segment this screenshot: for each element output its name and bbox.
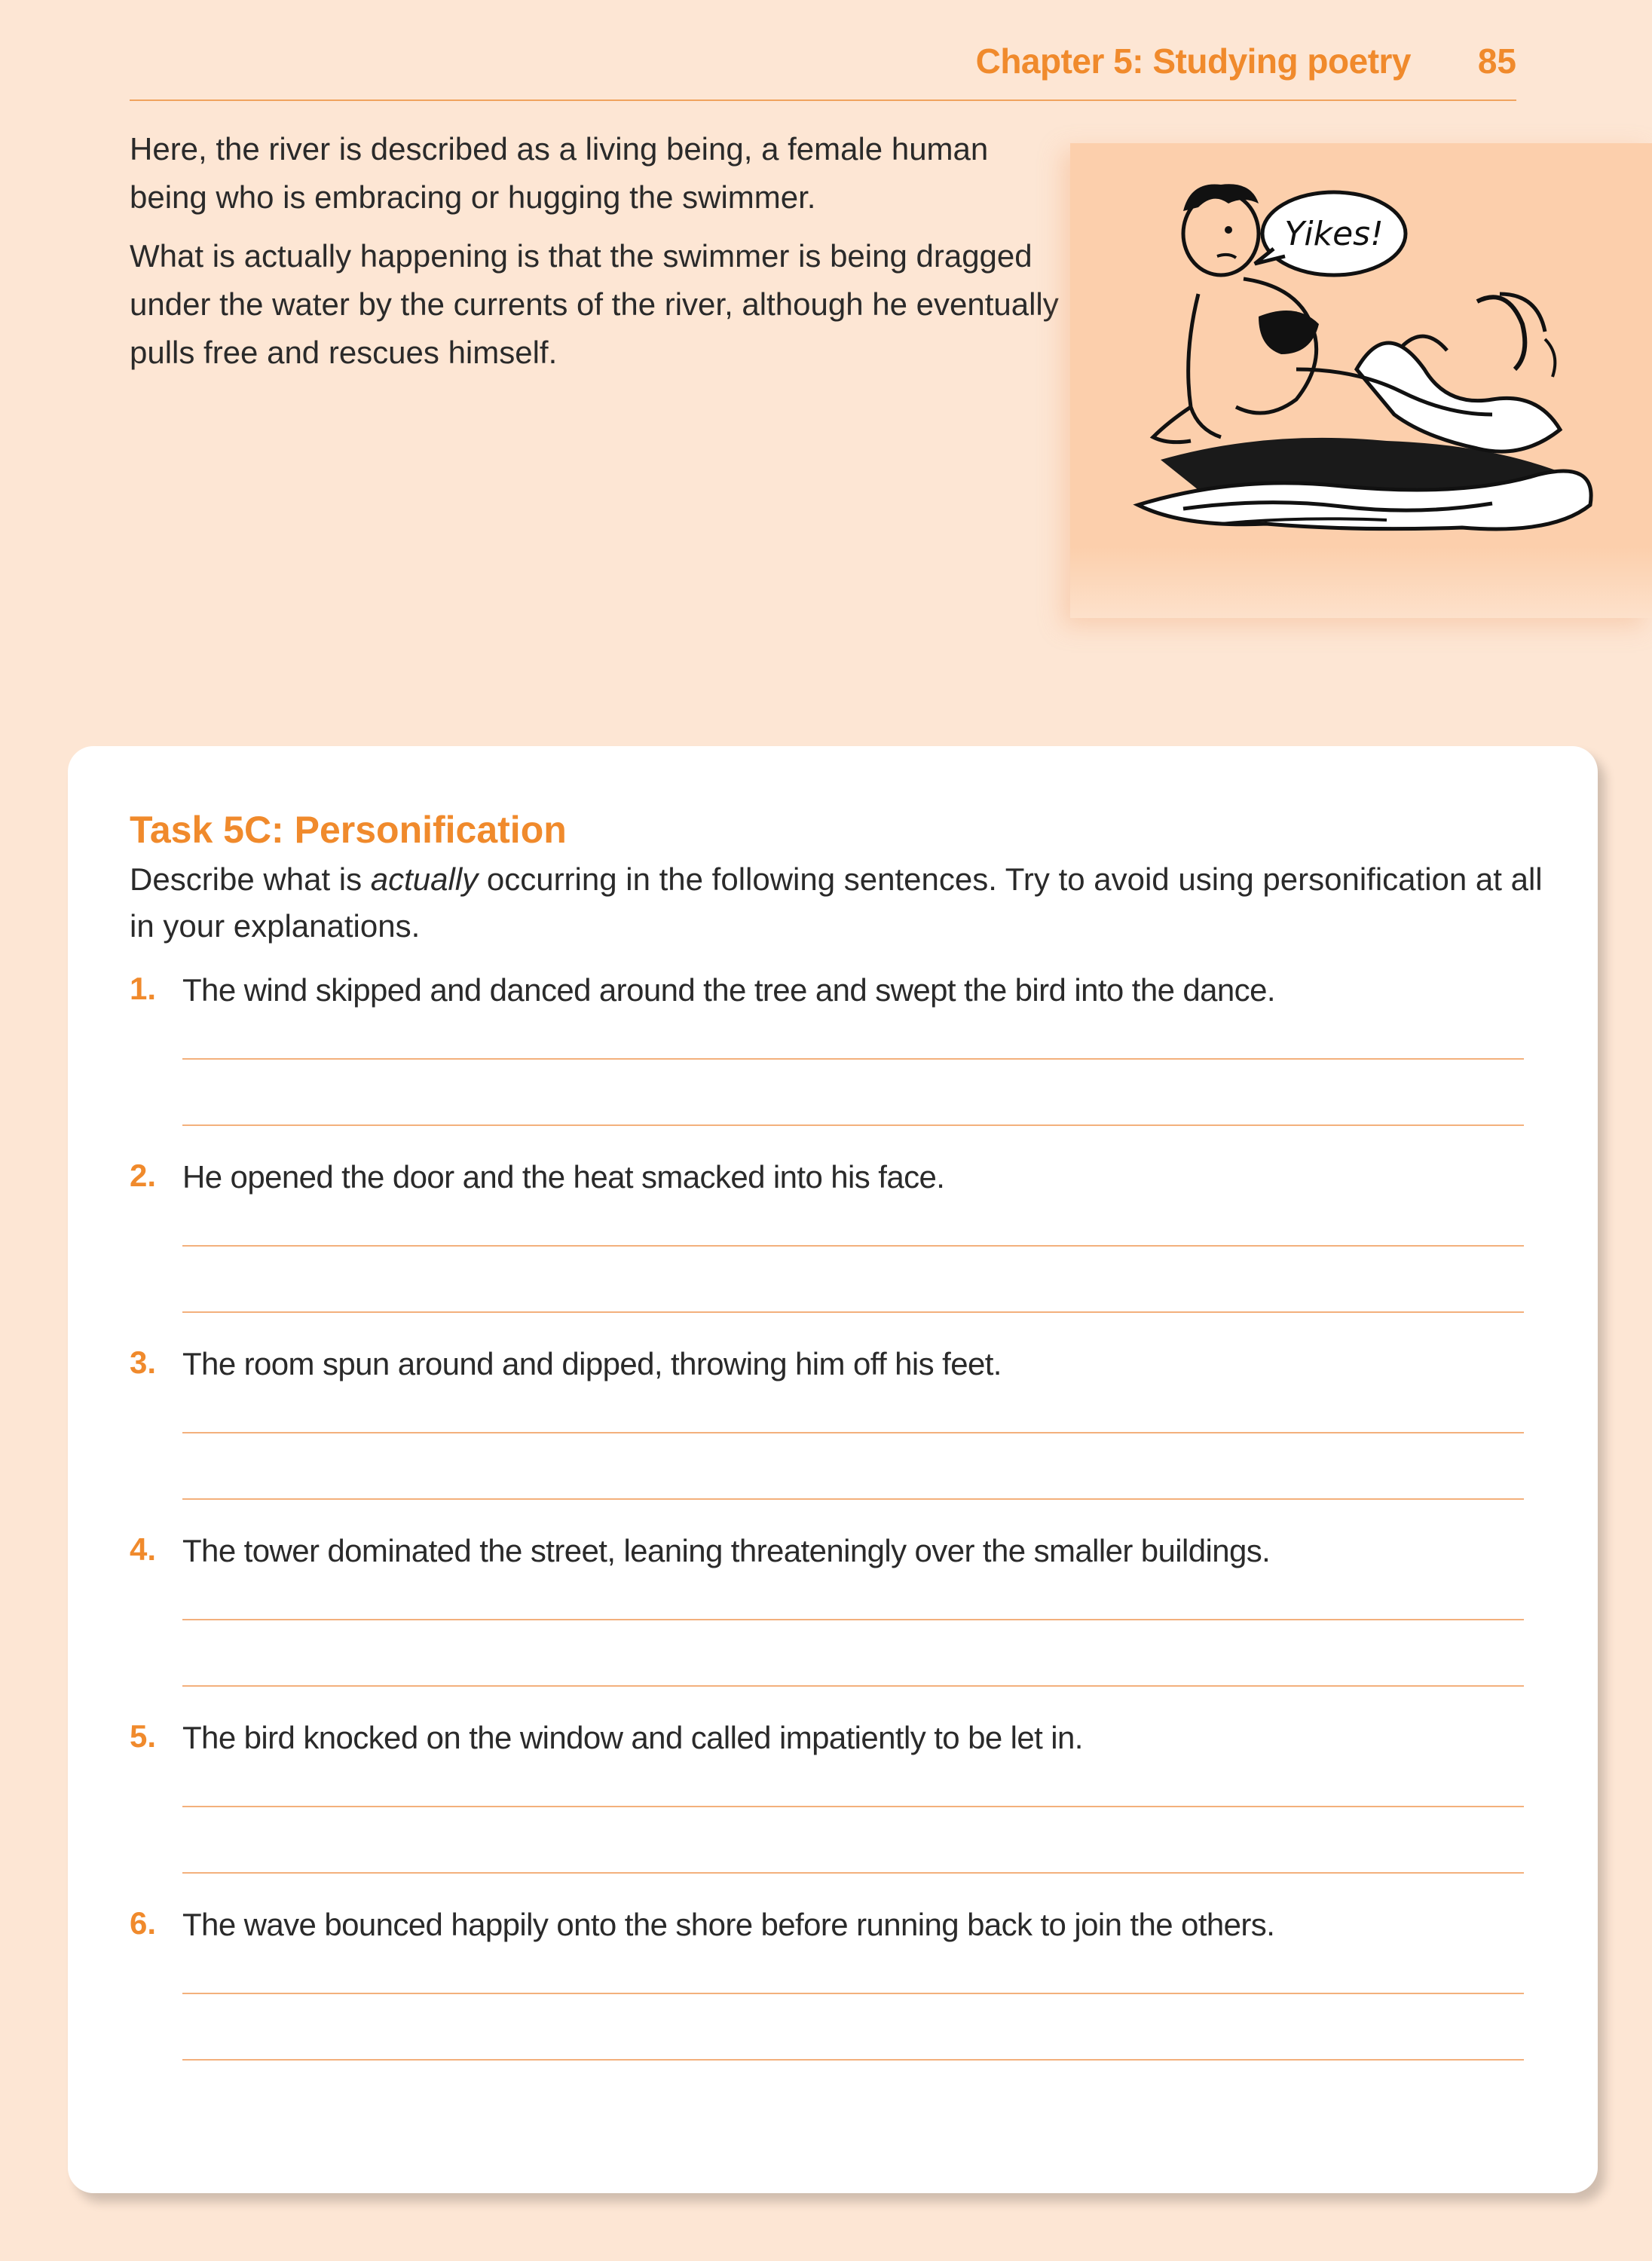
speech-bubble-text: Yikes! bbox=[1284, 215, 1384, 253]
instructions-part-1: Describe what is bbox=[130, 861, 371, 897]
question-text: The tower dominated the street, leaning threateningly over the smaller buildings. bbox=[182, 1533, 1271, 1568]
question-text: The bird knocked on the window and called impatiently to be let in. bbox=[182, 1720, 1083, 1755]
question-text: The wind skipped and danced around the tree and swept the bird into the dance. bbox=[182, 972, 1275, 1008]
task-card bbox=[68, 746, 1598, 2193]
answer-line[interactable] bbox=[182, 1311, 1524, 1313]
question-text: The room spun around and dipped, throwing him off his feet. bbox=[182, 1346, 1002, 1381]
page-number: 85 bbox=[1477, 41, 1516, 81]
task-title: Task 5C: Personification bbox=[130, 809, 567, 851]
instructions-part-2: occurring in the following sentences. Try to avoid using personification at all in your explanations. bbox=[130, 861, 1543, 944]
question-text: He opened the door and the heat smacked into his face. bbox=[182, 1159, 945, 1195]
answer-line[interactable] bbox=[182, 1619, 1524, 1620]
question-number: 6. bbox=[130, 1905, 157, 1941]
page-header bbox=[130, 36, 1516, 101]
answer-line[interactable] bbox=[182, 1058, 1524, 1060]
answer-line[interactable] bbox=[182, 1806, 1524, 1807]
swimmer-drawing bbox=[1070, 143, 1652, 618]
answer-line[interactable] bbox=[182, 1124, 1524, 1126]
question-text: The wave bounced happily onto the shore before running back to join the others. bbox=[182, 1907, 1275, 1942]
intro-paragraph-2: What is actually happening is that the swimmer is being dragged under the water by the currents of the river, although he eventually pulls free and rescues himself. bbox=[130, 238, 1059, 370]
answer-line[interactable] bbox=[182, 1685, 1524, 1687]
answer-line[interactable] bbox=[182, 2059, 1524, 2061]
question-number: 4. bbox=[130, 1531, 157, 1567]
answer-line[interactable] bbox=[182, 1993, 1524, 1994]
intro-paragraph-1: Here, the river is described as a living being, a female human being who is embracing or hugging the swimmer. bbox=[130, 131, 989, 215]
question-number: 1. bbox=[130, 971, 157, 1006]
question-number: 2. bbox=[130, 1158, 157, 1193]
instructions-emphasis: actually bbox=[370, 861, 479, 897]
chapter-title: Chapter 5: Studying poetry bbox=[975, 41, 1411, 81]
task-instructions bbox=[130, 856, 1546, 950]
swimmer-illustration bbox=[1070, 143, 1652, 618]
answer-line[interactable] bbox=[182, 1872, 1524, 1874]
answer-line[interactable] bbox=[182, 1498, 1524, 1500]
intro-text bbox=[130, 125, 1064, 387]
question-number: 3. bbox=[130, 1345, 157, 1380]
question-number: 5. bbox=[130, 1718, 157, 1754]
answer-line[interactable] bbox=[182, 1432, 1524, 1433]
answer-line[interactable] bbox=[182, 1245, 1524, 1247]
